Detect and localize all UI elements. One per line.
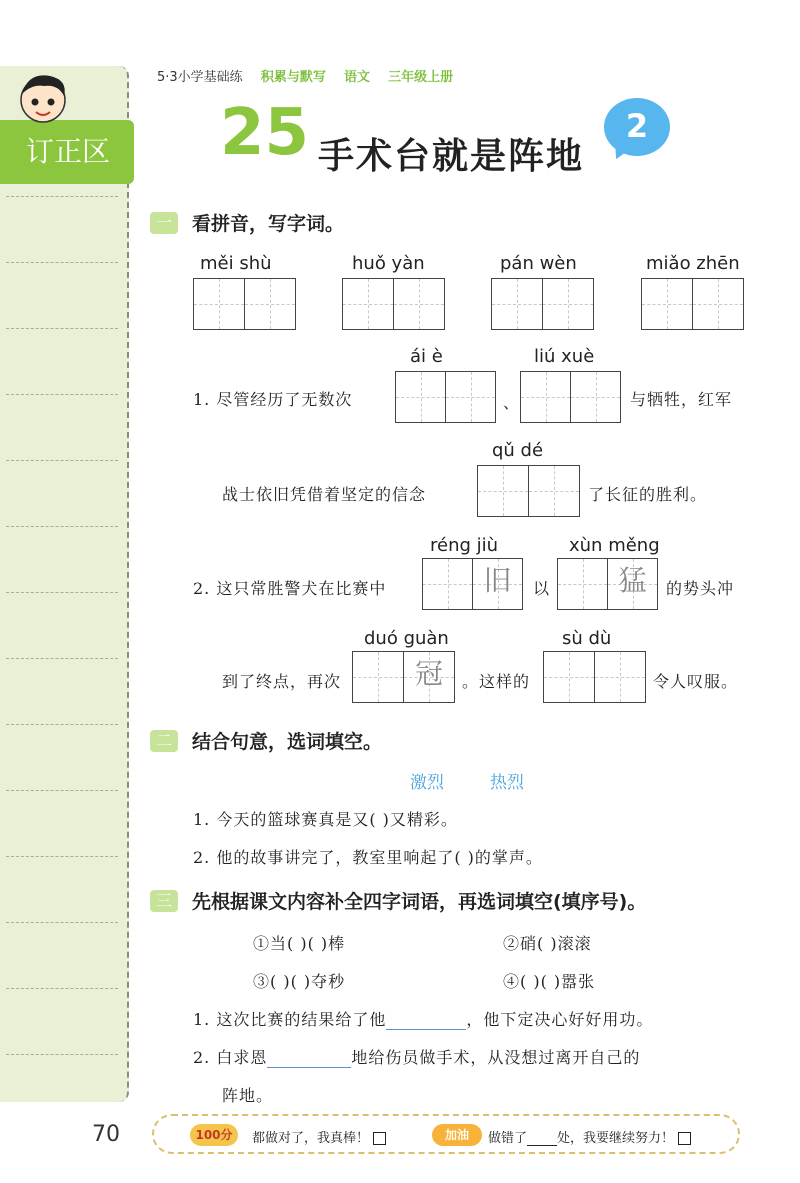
wrong-checkbox[interactable] (678, 1132, 691, 1145)
question-text: 的势头冲 (666, 579, 735, 598)
correction-sidebar (0, 66, 129, 1102)
lesson-number: 25 (220, 96, 310, 170)
writing-box[interactable] (641, 278, 744, 330)
question-text: 1. 今天的篮球赛真是又( )又精彩。 (193, 810, 458, 829)
all-correct-text: 都做对了，我真棒！ (252, 1131, 370, 1146)
self-check-wrong (488, 1127, 691, 1146)
page-number: 70 (92, 1122, 120, 1147)
question-suffix: 地给伤员做手术，从没想过离开自己的 (351, 1048, 641, 1067)
separator-text: 、 (503, 393, 521, 412)
question-text: 2. 他的故事讲完了，教室里响起了( )的掌声。 (193, 848, 543, 867)
pinyin-label: duó guàn (364, 628, 449, 649)
mascot-icon (14, 70, 72, 130)
self-check-correct (252, 1127, 386, 1146)
score-badge-icon: 100分 (190, 1124, 238, 1146)
word-option: 热烈 (490, 773, 524, 793)
pinyin-label: qǔ dé (492, 440, 544, 461)
pinyin-label: sù dù (562, 628, 612, 649)
question-text (193, 1007, 653, 1030)
wrong-prefix-text: 做错了 (488, 1131, 528, 1146)
wrong-suffix-text: 处，我要继续努力！ (557, 1131, 675, 1146)
writing-box[interactable] (422, 558, 523, 610)
answer-blank[interactable] (267, 1049, 351, 1068)
question-text: 战士依旧凭借着坚定的信念 (222, 485, 427, 504)
pinyin-label: měi shù (200, 253, 272, 274)
question-text: 与牺牲，红军 (630, 390, 733, 409)
prefilled-char: 猛 (618, 564, 647, 597)
series-name: 5·3小学基础练 (157, 70, 243, 85)
cheer-badge-icon: 加油 (432, 1124, 482, 1146)
writing-box[interactable] (491, 278, 594, 330)
question-text: 以 (533, 579, 551, 598)
question-text: 。这样的 (462, 672, 531, 691)
pinyin-label: miǎo zhēn (646, 253, 740, 274)
pinyin-label: liú xuè (534, 346, 595, 367)
question-text: 了长征的胜利。 (588, 485, 708, 504)
question-suffix: ，他下定决心好好用功。 (466, 1010, 654, 1029)
writing-box[interactable] (193, 278, 296, 330)
question-text: 到了终点，再次 (222, 672, 342, 691)
pinyin-label: pán wèn (500, 253, 577, 274)
idiom-item: ②硝( )滚滚 (503, 934, 592, 953)
idiom-item: ④( )( )嚣张 (503, 972, 596, 991)
section-icon: 三 (150, 890, 178, 912)
section-title: 先根据课文内容补全四字词语，再选词填空(填序号)。 (192, 891, 647, 913)
lesson-title: 手术台就是阵地 (318, 136, 585, 177)
prefilled-char: 冠 (414, 657, 443, 690)
header-grade: 三年级上册 (388, 70, 454, 85)
question-prefix: 1. 这次比赛的结果给了他 (193, 1010, 387, 1029)
question-text: 2. 这只常胜警犬在比赛中 (193, 579, 387, 598)
writing-box[interactable] (395, 371, 496, 423)
section-title: 看拼音，写字词。 (192, 213, 345, 235)
pinyin-label: ái è (410, 346, 443, 367)
pinyin-label: réng jiù (430, 535, 499, 556)
pinyin-label: xùn měng (569, 535, 660, 556)
header-subtitle: 积累与默写 (260, 70, 326, 85)
question-prefix: 2. 白求恩 (193, 1048, 268, 1067)
prefilled-char: 旧 (483, 564, 512, 597)
pinyin-label: huǒ yàn (352, 253, 425, 274)
question-text: 1. 尽管经历了无数次 (193, 390, 353, 409)
question-text: 阵地。 (222, 1086, 274, 1105)
idiom-item: ①当( )( )棒 (253, 934, 346, 953)
header-subject: 语文 (343, 70, 370, 85)
writing-box[interactable] (342, 278, 445, 330)
idiom-item: ③( )( )夺秒 (253, 972, 346, 991)
writing-box[interactable] (352, 651, 455, 703)
section-icon: 一 (150, 212, 178, 234)
section-icon: 二 (150, 730, 178, 752)
section-title: 结合句意，选词填空。 (192, 731, 383, 753)
writing-box[interactable] (520, 371, 621, 423)
lesson-part-bubble: 2 (604, 98, 670, 156)
word-option: 激烈 (410, 773, 444, 793)
all-correct-checkbox[interactable] (373, 1132, 386, 1145)
answer-blank[interactable] (386, 1011, 466, 1030)
book-header (157, 66, 453, 85)
correction-area-tab: 订正区 (0, 120, 134, 184)
writing-box[interactable] (477, 465, 580, 517)
question-text (193, 1045, 640, 1068)
wrong-count-blank[interactable] (527, 1133, 557, 1146)
question-text: 令人叹服。 (653, 672, 739, 691)
writing-box[interactable] (543, 651, 646, 703)
writing-box[interactable] (557, 558, 658, 610)
